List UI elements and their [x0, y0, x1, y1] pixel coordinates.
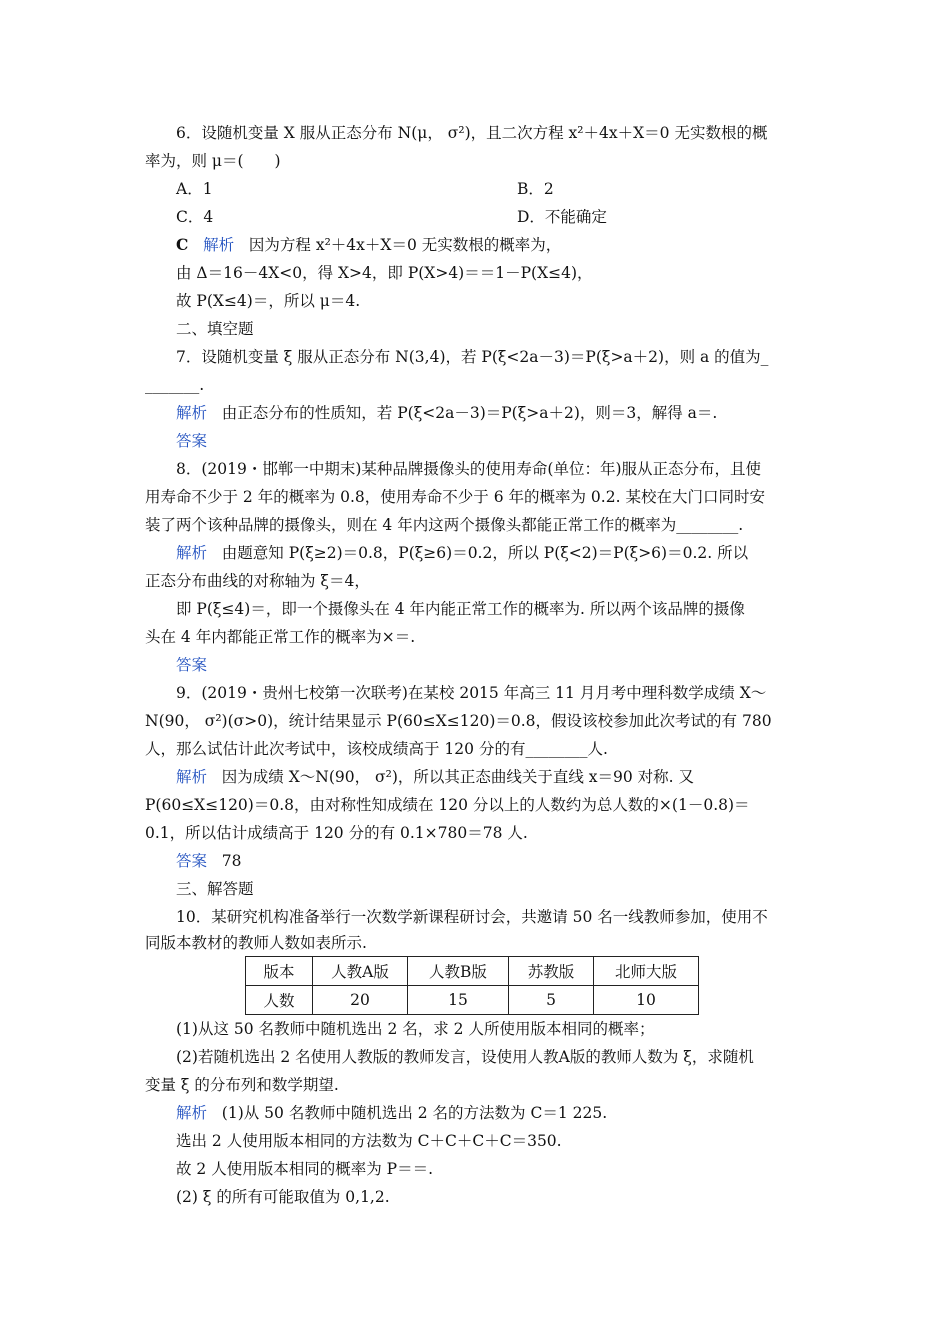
- table-cell: 5: [509, 986, 594, 1015]
- table-cell: 10: [594, 986, 699, 1015]
- q8-line-3: 装了两个该种品牌的摄像头，则在 4 年内这两个摄像头都能正常工作的概率为________.: [145, 516, 744, 534]
- q9-line-2: N(90， σ²)(σ>0)，统计结果显示 P(60≤X≤120)＝0.8，假设该校参加此次考试的有 780: [145, 712, 772, 730]
- q8-solution-line-2: 正态分布曲线的对称轴为 ξ＝4，: [145, 572, 370, 590]
- q6-answer-letter: C: [176, 235, 189, 254]
- q9-analysis-label: 解析: [176, 768, 208, 786]
- q7-analysis-label: 解析: [176, 404, 208, 422]
- q10-part-2-line-2: 变量 ξ 的分布列和数学期望.: [145, 1076, 339, 1094]
- q6-option-d: D．不能确定: [517, 208, 607, 226]
- q6-solution-line-3: 故 P(X≤4)＝，所以 μ＝4.: [176, 292, 361, 310]
- q8-line-2: 用寿命不少于 2 年的概率为 0.8，使用寿命不少于 6 年的概率为 0.2. 某校在大门口同时安: [145, 488, 765, 506]
- q8-solution-line-4: 头在 4 年内都能正常工作的概率为×＝.: [145, 628, 416, 646]
- q9-answer-value: 78: [221, 852, 242, 870]
- q10-line-2: 同版本教材的教师人数如表所示.: [145, 934, 367, 952]
- q8-solution-line-1: [176, 542, 807, 564]
- section-heading-fill-in: 二、填空题: [176, 320, 254, 338]
- q6-solution-line-2: 由 Δ＝16－4X<0，得 X>4，即 P(X>4)＝＝1－P(X≤4)，: [176, 264, 593, 282]
- q9-line-1: 9．(2019・贵州七校第一次联考)在某校 2015 年高三 11 月月考中理科数学成绩 X～: [176, 684, 767, 702]
- q6-option-c: C．4: [176, 208, 214, 226]
- q6-analysis-label: 解析: [203, 236, 235, 254]
- q10-analysis-label: 解析: [176, 1104, 208, 1122]
- q10-solution-line-2: 选出 2 人使用版本相同的方法数为 C＋C＋C＋C＝350.: [176, 1132, 562, 1150]
- q6-line-2: 率为，则 μ＝( ): [145, 152, 281, 170]
- q9-answer-line: [176, 850, 807, 872]
- q9-answer-label: 答案: [176, 852, 208, 870]
- q6-solution-line-1: [176, 234, 807, 256]
- q9-solution-line-3: 0.1，所以估计成绩高于 120 分的有 0.1×780＝78 人.: [145, 824, 528, 842]
- q9-solution-line-1: [176, 766, 807, 788]
- q10-line-1: 10．某研究机构准备举行一次数学新课程研讨会，共邀请 50 名一线教师参加，使用不: [176, 908, 768, 926]
- q10-solution-line-4: (2) ξ 的所有可能取值为 0,1,2.: [176, 1188, 390, 1206]
- q7-line-2: _______.: [145, 376, 205, 394]
- table-row-label: 人数: [246, 986, 313, 1015]
- q7-answer-label: 答案: [176, 432, 208, 450]
- q8-answer-label: 答案: [176, 656, 208, 674]
- table-header-cell: 人教B版: [408, 957, 509, 986]
- q9-solution-line-2: P(60≤X≤120)＝0.8，由对称性知成绩在 120 分以上的人数约为总人数的×(1－0.8)＝: [145, 796, 750, 814]
- table-header-cell: 版本: [246, 957, 313, 986]
- q7-line-1: 7．设随机变量 ξ 服从正态分布 N(3,4)，若 P(ξ<2a－3)＝P(ξ>a＋2)，则 a 的值为_: [176, 348, 769, 366]
- q8-solution-line-3: 即 P(ξ≤4)＝，即一个摄像头在 4 年内能正常工作的概率为. 所以两个该品牌的摄像: [176, 600, 745, 618]
- q7-solution-line-1: [176, 402, 807, 424]
- q8-solution-text-1: 由题意知 P(ξ≥2)＝0.8，P(ξ≥6)＝0.2，所以 P(ξ<2)＝P(ξ>6)＝0.2. 所以: [221, 544, 749, 562]
- q6-solution-text-1: 因为方程 x²＋4x＋X＝0 无实数根的概率为，: [248, 236, 562, 254]
- q9-solution-text-1: 因为成绩 X～N(90， σ²)，所以其正态曲线关于直线 x＝90 对称. 又: [221, 768, 695, 786]
- q10-solution-line-1: [176, 1102, 807, 1124]
- table-row: [246, 986, 699, 1015]
- q8-line-1: 8．(2019・邯郸一中期末)某种品牌摄像头的使用寿命(单位：年)服从正态分布，且使: [176, 460, 761, 478]
- q10-solution-text-1: (1)从 50 名教师中随机选出 2 名的方法数为 C＝1 225.: [221, 1104, 608, 1122]
- q10-part-1: (1)从这 50 名教师中随机选出 2 名，求 2 人所使用版本相同的概率；: [176, 1020, 655, 1038]
- q6-option-a: A．1: [176, 180, 213, 198]
- q8-analysis-label: 解析: [176, 544, 208, 562]
- table-header-cell: 苏教版: [509, 957, 594, 986]
- table-header-cell: 人教A版: [313, 957, 408, 986]
- table-cell: 15: [408, 986, 509, 1015]
- table-header-row: [246, 957, 699, 986]
- textbook-version-table: [245, 956, 699, 1015]
- q6-line-1: 6．设随机变量 X 服从正态分布 N(μ， σ²)，且二次方程 x²＋4x＋X＝0 无实数根的概: [176, 124, 768, 142]
- q10-part-2-line-1: (2)若随机选出 2 名使用人教版的教师发言，设使用人教A版的教师人数为 ξ，求随机: [176, 1048, 754, 1066]
- q10-solution-line-3: 故 2 人使用版本相同的概率为 P＝＝.: [176, 1160, 433, 1178]
- q9-line-3: 人，那么试估计此次考试中，该校成绩高于 120 分的有________人.: [145, 740, 608, 758]
- table-header-cell: 北师大版: [594, 957, 699, 986]
- table-cell: 20: [313, 986, 408, 1015]
- section-heading-solve: 三、解答题: [176, 880, 254, 898]
- q6-option-b: B．2: [517, 180, 554, 198]
- q7-solution-text: 由正态分布的性质知，若 P(ξ<2a－3)＝P(ξ>a＋2)，则＝3，解得 a＝.: [221, 404, 718, 422]
